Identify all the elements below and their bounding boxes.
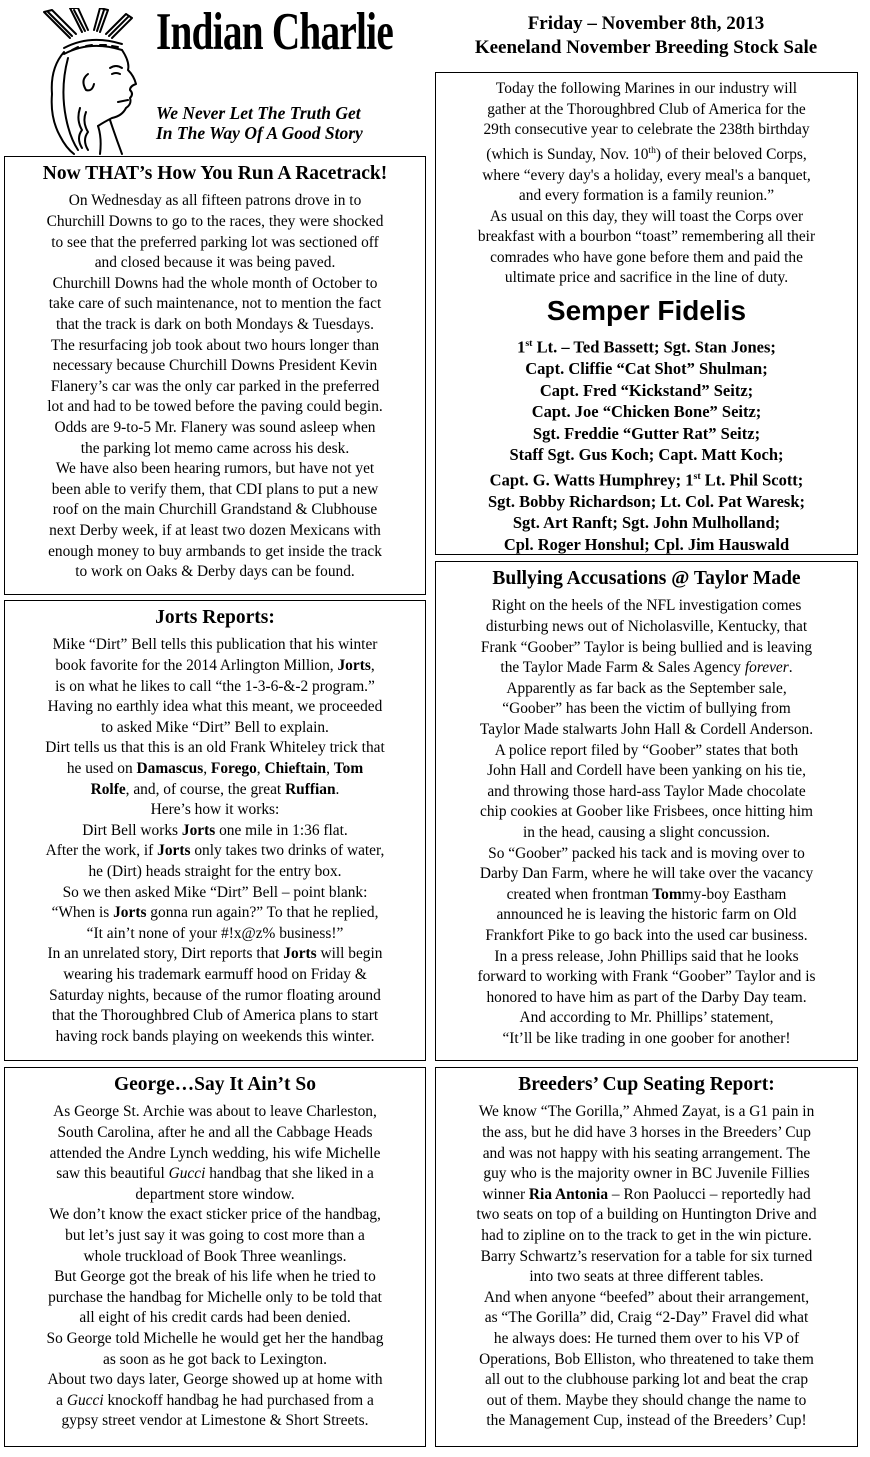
indian-chief-head-icon — [30, 8, 152, 156]
text-line: Today the following Marines in our industry will — [495, 80, 798, 97]
article-body — [13, 191, 417, 582]
text-line: as “The Gorilla” did, Craig “2-Day” Fravel did what — [484, 1309, 809, 1327]
text-line: And according to Mr. Phillips’ statement, — [519, 1009, 774, 1027]
text-line: Here’s how it works: — [150, 801, 280, 819]
masthead-tagline — [156, 103, 426, 143]
text-line: been able to verify them, that CDI plans to put a new — [51, 480, 379, 498]
text-line: two seats on top of a building on Huntington Drive and — [476, 1206, 817, 1224]
text-line: he (Dirt) heads straight for the entry box. — [88, 862, 342, 880]
text-line: having rock bands playing on weekends this winter. — [55, 1027, 375, 1045]
text-line: announced he is leaving the historic farm on Old — [496, 906, 797, 924]
text-line: guy who is the majority owner in BC Juvenile Fillies — [483, 1165, 810, 1183]
text-line: department store window. — [135, 1185, 295, 1203]
text-line: (which is Sunday, Nov. 10th) of their beloved Corps, — [486, 144, 807, 163]
article-headline: Now THAT’s How You Run A Racetrack! — [42, 163, 388, 184]
text-line: Rolfe, and, of course, the great Ruffian. — [90, 780, 340, 798]
text-line: As usual on this day, they will toast the Corps over — [489, 207, 804, 225]
issue-date: Friday – November 8th, 2013 — [527, 13, 765, 34]
text-line: We know “The Gorilla,” Ahmed Zayat, is a G1 pain in — [478, 1103, 815, 1121]
text-line: About two days later, George showed up at home with — [47, 1371, 383, 1389]
text-line: whole truckload of Book Three weanlings. — [83, 1247, 347, 1265]
text-line: On Wednesday as all fifteen patrons drove in to — [68, 192, 362, 210]
text-line: out of them. Maybe they should change the name to — [486, 1391, 807, 1409]
text-line: “When is Jorts gonna run again?” To that he replied, — [51, 904, 379, 922]
text-line: Flanery’s car was the only car parked in the preferred — [50, 377, 380, 395]
text-line: the parking lot memo came across his desk. — [80, 439, 350, 457]
text-line: disturbing news out of Nicholasville, Kentucky, that — [485, 618, 808, 636]
text-line: So “Goober” packed his tack and is moving over to — [488, 844, 805, 862]
text-line: A police report filed by “Goober” states that both — [494, 741, 799, 759]
text-line: comrades who have gone before them and paid the — [490, 248, 803, 266]
text-line: gypsy street vendor at Limestone & Short Streets. — [61, 1412, 369, 1430]
text-line: So we then asked Mike “Dirt” Bell – point blank: — [62, 883, 368, 901]
article-racetrack — [4, 156, 426, 595]
article-headline: Jorts Reports: — [155, 607, 275, 628]
text-line: “It ain’t none of your #!x@z% business!” — [86, 924, 344, 942]
text-line: But George got the break of his life when he tried to — [54, 1268, 376, 1286]
masthead-title: Indian Charlie — [156, 3, 394, 61]
text-line: that the track is dark on both Mondays & Tuesdays. — [55, 315, 375, 333]
marine-name-line: 1st Lt. – Ted Bassett; Sgt. Stan Jones; — [517, 337, 776, 357]
text-line: roof on the main Churchill Grandstand & Clubhouse — [52, 501, 378, 519]
marine-name-line: Sgt. Art Ranft; Sgt. John Mulholland; — [512, 513, 781, 533]
text-line: attended the Andre Lynch wedding, his wife Michelle — [49, 1144, 381, 1162]
text-line: had to zipline on to the track to get in the win picture. — [481, 1226, 812, 1244]
text-line: winner Ria Antonia – Ron Paolucci – reportedly had — [482, 1185, 811, 1203]
text-line: created when frontman Tommy-boy Eastham — [506, 885, 787, 903]
motto: Semper Fidelis — [546, 295, 747, 327]
text-line: wearing his trademark earmuff hood on Friday & — [63, 965, 367, 983]
text-line: where “every day's a holiday, every meal's a banquet, — [482, 166, 811, 184]
text-line: next Derby week, if at least two dozen Mexicans with — [49, 521, 381, 539]
text-line: to see that the preferred parking lot was sectioned off — [51, 233, 379, 251]
text-line: And when anyone “beefed” about their arrangement, — [483, 1288, 810, 1306]
article-body — [444, 79, 849, 289]
article-marines — [435, 72, 858, 555]
text-line: all eight of his credit cards had been denied. — [79, 1309, 351, 1327]
article-headline: Breeders’ Cup Seating Report: — [518, 1074, 775, 1095]
text-line: 29th consecutive year to celebrate the 238th birthday — [483, 121, 810, 139]
text-line: Dirt tells us that this is an old Frank Whiteley trick that — [45, 739, 385, 757]
text-line: Saturday nights, because of the rumor floating around — [49, 986, 381, 1004]
text-line: Churchill Downs to go to the races, they were shocked — [46, 213, 384, 231]
text-line: Taylor Made stalwarts John Hall & Cordell Anderson. — [479, 720, 814, 738]
text-line: lot and had to be towed before the paving could begin. — [47, 398, 383, 416]
text-line: Right on the heels of the NFL investigation comes — [491, 597, 802, 615]
text-line: he always does: He turned them over to his VP of — [493, 1329, 800, 1347]
text-line: necessary because Churchill Downs President Kevin — [52, 357, 378, 375]
tagline-line-2: In The Way Of A Good Story — [156, 123, 363, 143]
text-line: As George St. Archie was about to leave Charleston, — [53, 1103, 377, 1121]
text-line: The resurfacing job took about two hours longer than — [50, 336, 380, 354]
text-line: the Taylor Made Farm & Sales Agency forever. — [500, 659, 793, 677]
text-line: but let’s just say it was going to cost more than a — [65, 1226, 365, 1244]
article-body — [444, 596, 849, 1049]
text-line: “It’ll be like trading in one goober for another! — [502, 1029, 791, 1047]
text-line: John Hall and Cordell have been yanking on his tie, — [487, 762, 806, 780]
marine-name-line: Capt. Joe “Chicken Bone” Seitz; — [531, 402, 762, 422]
text-line: saw this beautiful Gucci handbag that she liked in a — [56, 1165, 374, 1183]
article-jorts — [4, 600, 426, 1061]
text-line: that the Thoroughbred Club of America plans to start — [51, 1007, 379, 1025]
text-line: to asked Mike “Dirt” Bell to explain. — [101, 718, 329, 736]
article-body — [13, 1102, 417, 1432]
text-line: Frank “Goober” Taylor is being bullied and is leaving — [480, 638, 813, 656]
text-line: gather at the Thoroughbred Club of America for the — [487, 100, 806, 118]
text-line: Mike “Dirt” Bell tells this publication that his winter — [52, 636, 378, 654]
marine-name-line: Cpl. Roger Honshul; Cpl. Jim Hauswald — [503, 534, 790, 554]
issue-event: Keeneland November Breeding Stock Sale — [474, 37, 818, 58]
text-line: enough money to buy armbands to get inside the track — [48, 542, 382, 560]
text-line: So George told Michelle he would get her the handbag — [46, 1329, 384, 1347]
article-body — [444, 1102, 849, 1432]
text-line: Odds are 9-to-5 Mr. Flanery was sound asleep when — [54, 418, 376, 436]
text-line: a Gucci knockoff handbag he had purchased from a — [56, 1391, 374, 1409]
text-line: In a press release, John Phillips said that he looks — [494, 947, 799, 965]
text-line: Frankfort Pike to go back into the used car business. — [485, 926, 808, 944]
text-line: and closed because it was being paved. — [94, 254, 336, 272]
tagline-line-1: We Never Let The Truth Get — [156, 103, 361, 123]
text-line: purchase the handbag for Michelle only to be told that — [48, 1288, 382, 1306]
text-line: and every formation is a family reunion.” — [518, 187, 775, 205]
text-line: Barry Schwartz’s reservation for a table for six turned — [480, 1247, 813, 1265]
text-line: We don’t know the exact sticker price of the handbag, — [49, 1206, 381, 1224]
article-body — [13, 635, 417, 1047]
text-line: “Goober” has been the victim of bullying from — [502, 700, 791, 718]
text-line: into two seats at three different tables. — [529, 1268, 764, 1286]
text-line: Apparently as far back as the September sale, — [506, 679, 787, 697]
text-line: to work on Oaks & Derby days can be found. — [75, 563, 355, 581]
marine-name-line: Sgt. Freddie “Gutter Rat” Seitz; — [532, 423, 761, 443]
text-line: take care of such maintenance, not to mention the fact — [48, 295, 382, 313]
text-line: is on what he likes to call “the 1-3-6-&-2 program.” — [55, 677, 375, 695]
text-line: and throwing those hard-ass Taylor Made chocolate — [487, 782, 806, 800]
text-line: all out to the clubhouse parking lot and beat the crap — [484, 1371, 809, 1389]
text-line: the ass, but he did have 3 horses in the Breeders’ Cup — [482, 1124, 811, 1142]
article-george — [4, 1067, 426, 1447]
article-breeders — [435, 1067, 858, 1447]
text-line: he used on Damascus, Forego, Chieftain, Tom — [66, 759, 364, 777]
text-line: South Carolina, after he and all the Cabbage Heads — [57, 1124, 373, 1142]
text-line: Churchill Downs had the whole month of October to — [52, 274, 378, 292]
text-line: breakfast with a bourbon “toast” remembering all their — [477, 228, 816, 246]
text-line: book favorite for the 2014 Arlington Million, Jorts, — [55, 657, 375, 675]
marine-name-line: Staff Sgt. Gus Koch; Capt. Matt Koch; — [509, 445, 784, 465]
article-bullying — [435, 561, 858, 1061]
article-headline: George…Say It Ain’t So — [113, 1074, 317, 1095]
text-line: In an unrelated story, Dirt reports that Jorts will begin — [47, 945, 383, 963]
text-line: After the work, if Jorts only takes two drinks of water, — [45, 842, 385, 860]
text-line: ultimate price and sacrifice in the line of duty. — [504, 269, 789, 287]
marine-names-list — [444, 333, 849, 555]
text-line: and was not happy with his seating arrangement. The — [482, 1144, 811, 1162]
text-line: Darby Dan Farm, where he will take over the vacancy — [479, 865, 814, 883]
text-line: honored to have him as part of the Darby Day team. — [486, 988, 807, 1006]
marine-name-line: Capt. Fred “Kickstand” Seitz; — [539, 380, 754, 400]
text-line: chip cookies at Goober like Frisbees, once hitting him — [480, 803, 813, 821]
text-line: in the head, causing a slight concussion. — [522, 823, 771, 841]
text-line: Dirt Bell works Jorts one mile in 1:36 flat. — [82, 821, 348, 839]
marine-name-line: Capt. G. Watts Humphrey; 1st Lt. Phil Scott; — [489, 470, 804, 490]
marine-name-line: Sgt. Bobby Richardson; Lt. Col. Pat Waresk; — [487, 491, 806, 511]
text-line: as soon as he got back to Lexington. — [103, 1350, 327, 1368]
marine-name-line: Capt. Cliffie “Cat Shot” Shulman; — [525, 359, 768, 379]
text-line: Having no earthly idea what this meant, we proceeded — [47, 698, 383, 716]
text-line: Operations, Bob Elliston, who threatened to take them — [479, 1350, 814, 1368]
text-line: We have also been hearing rumors, but have not yet — [55, 460, 375, 478]
article-headline: Bullying Accusations @ Taylor Made — [492, 568, 801, 589]
text-line: forward to working with Frank “Goober” Taylor and is — [477, 968, 816, 986]
text-line: the Management Cup, instead of the Breeders’ Cup! — [486, 1412, 807, 1430]
